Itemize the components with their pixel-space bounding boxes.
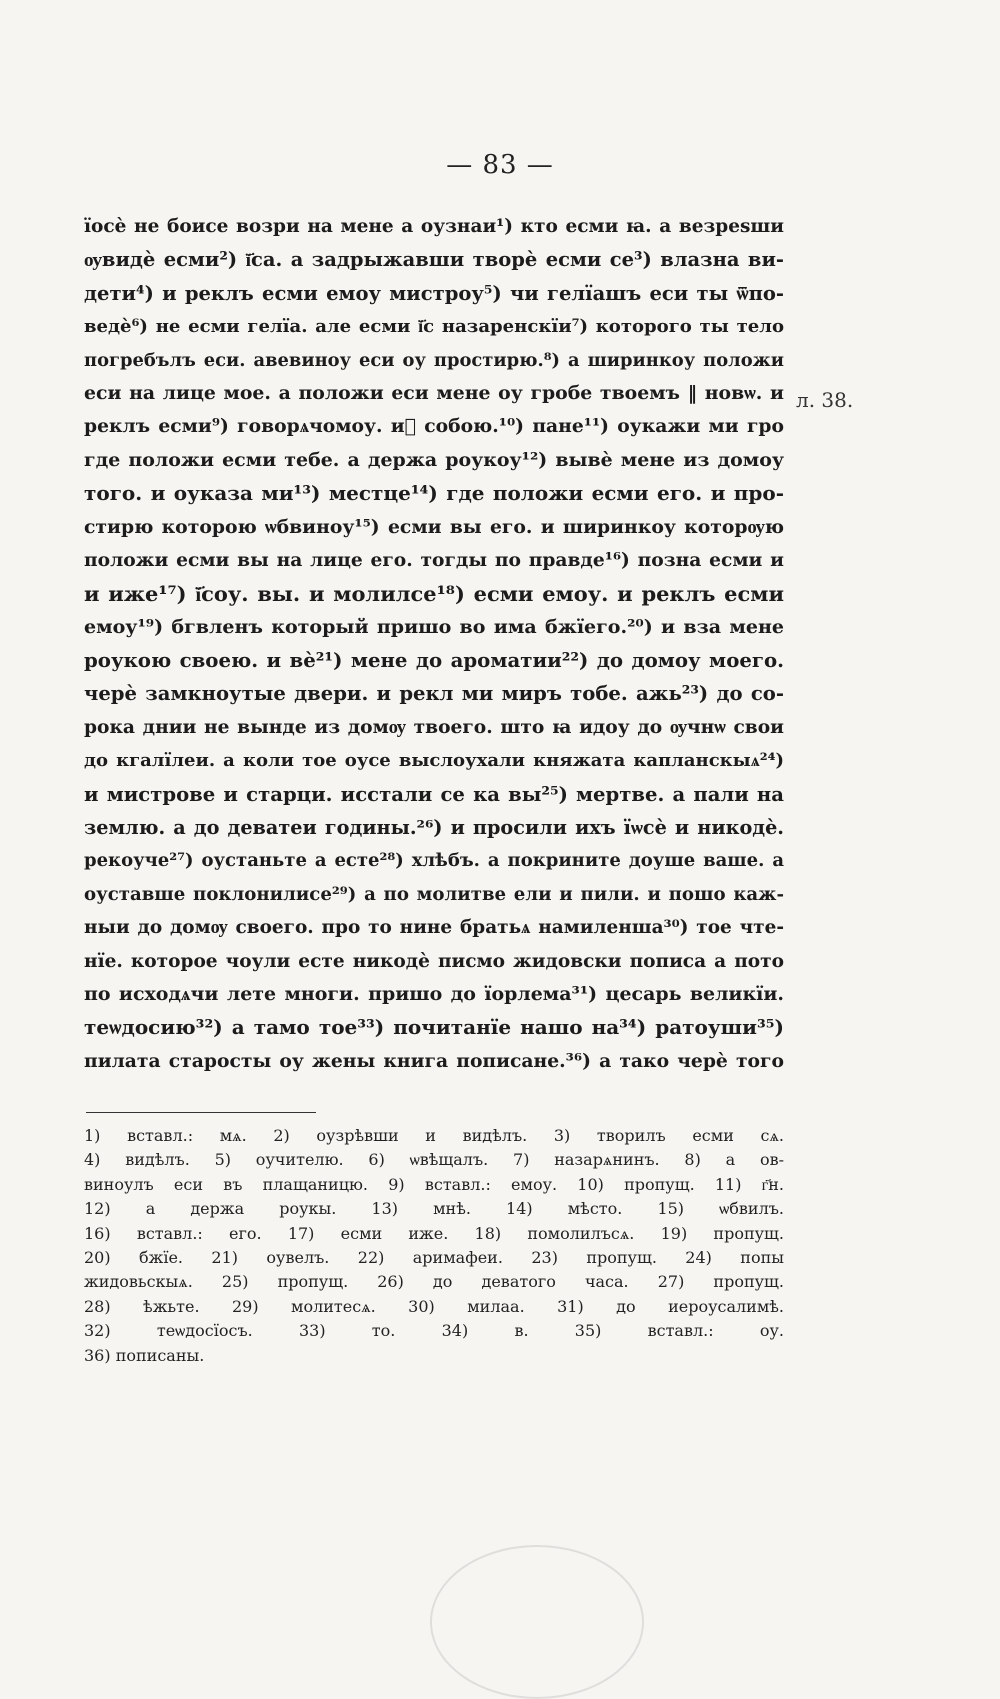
text-line: реклъ есми⁹) говорѧчомоу. иⷭ собою.¹⁰) пане¹¹) оукажи ми гро [84, 415, 784, 438]
text-line: до кгалїлеи. а коли тое оусе выслоухали княжата капланскыѧ²⁴) [84, 750, 784, 772]
text-line: рока днии не вынде из домѹ твоего. што ꙗ идоу до ѹчнѡ свои [84, 716, 784, 738]
text-line: положи есми вы на лице его. тогды по правде¹⁶) позна есми и [84, 548, 784, 571]
text-line: оуставше поклонилисе²⁹) а по молитве ели и пили. и пошо каж- [84, 883, 784, 905]
text-line: теѡдосию³²) а тамо тое³³) почитанїе нашо на³⁴) ратоуши³⁵) [84, 1015, 784, 1040]
text-line: стирю которою ѡбвиноу¹⁵) есми вы его. и ширинкоу которѹю [84, 515, 784, 538]
library-stamp [430, 1545, 644, 1699]
footnotes [84, 1124, 784, 1368]
text-line: черѐ замкноутые двери. и рекл ми миръ тобе. ажь²³) до со- [84, 682, 784, 706]
footnote-line: 1) вставл.: мѧ. 2) оузрѣвши и видѣлъ. 3) творилъ есми сѧ. [84, 1126, 784, 1145]
footnote-line: 36) пописаны. [84, 1345, 205, 1365]
text-line: где положи есми тебе. а держа роукоу¹²) вывѐ мене из домоу [84, 448, 784, 471]
footnote-line: 20) бжїе. 21) оувелъ. 22) аримафеи. 23) пропущ. 24) попы [84, 1247, 784, 1267]
text-line: по исходѧчи лете многи. пришо до їорлема³¹) цесарь великїи. [84, 982, 784, 1005]
text-line: їосѐ не боисе возри на мене а оузнаи¹) кто есми ꙗ. а везреѕши [84, 216, 784, 237]
text-line: дети⁴) и реклъ есми емоу мистроу⁵) чи гелїашъ еси ты ѿпо- [84, 281, 784, 305]
margin-note: л. 38. [796, 388, 854, 412]
footnote-divider [86, 1112, 316, 1113]
footnote-line: 16) вставл.: его. 17) есми иже. 18) помолилъсѧ. 19) пропущ. [84, 1223, 784, 1243]
footnote-line: 32) теѡдосїосъ. 33) то. 34) в. 35) вставл.: оу. [84, 1321, 784, 1341]
text-line: погребълъ еси. авевиноу еси оу простирю.⁸) а ширинкоу положи [84, 349, 784, 371]
text-line: нїе. которое чоули есте никодѐ писмо жидовски пописа а пото [84, 950, 784, 972]
text-line: ведѐ⁶) не есми гелїа. але есми ї҃с назаренскїи⁷) которого ты тело [84, 316, 784, 338]
text-line: емоу¹⁹) бгвленъ который пришо во има бжїего.²⁰) и вза мене [84, 615, 784, 638]
footnote-line: 12) а держа роукы. 13) мнѣ. 14) мѣсто. 15) ѡбвилъ. [84, 1199, 784, 1219]
text-line: еси на лице мое. а положи еси мене оу гробе твоемъ ‖ новѡ. и [84, 381, 784, 404]
footnote-line: виноулъ еси въ плащаницю. 9) вставл.: емоу. 10) пропущ. 11) г҃н. [84, 1174, 784, 1194]
footnote-line: 28) ѣжьте. 29) молитесѧ. 30) милаа. 31) до иероусалимѣ. [84, 1296, 784, 1316]
text-line: роукою своею. и вѐ²¹) мене до ароматии²²) до домоу моего. [84, 648, 784, 673]
text-line: землю. а до деватеи годины.²⁶) и просили ихъ їѡсѐ и никодѐ. [84, 816, 784, 840]
page-number: — 83 — [446, 150, 554, 180]
text-line: того. и оуказа ми¹³) местце¹⁴) где положи есми его. и про- [84, 481, 784, 506]
text-line: ѹвидѐ есми²) ї҃са. а задрыжавши творѐ есми се³) влазна ви- [84, 248, 784, 272]
footnote-line: жидовьскыѧ. 25) пропущ. 26) до деватого часа. 27) пропущ. [84, 1272, 784, 1292]
footnote-line: 4) видѣлъ. 5) оучителю. 6) ѡвѣщалъ. 7) назарѧнинъ. 8) а ов- [84, 1150, 784, 1170]
text-line: ныи до домѹ своего. про то нине братьѧ намиленша³⁰) тое чте- [84, 917, 784, 939]
body-text [84, 210, 784, 1078]
text-line: и иже¹⁷) ї҃соу. вы. и молилсе¹⁸) есми емоу. и реклъ есми [84, 581, 784, 607]
text-line: и мистрове и старци. исстали се ка вы²⁵) мертве. а пали на [84, 782, 784, 806]
text-line: пилата старосты оу жены книга пописане.³⁶) а тако черѐ того [84, 1049, 784, 1072]
text-line: рекоуче²⁷) оустаньте а есте²⁸) хлѣбъ. а покрините доуше ваше. а [84, 850, 784, 872]
